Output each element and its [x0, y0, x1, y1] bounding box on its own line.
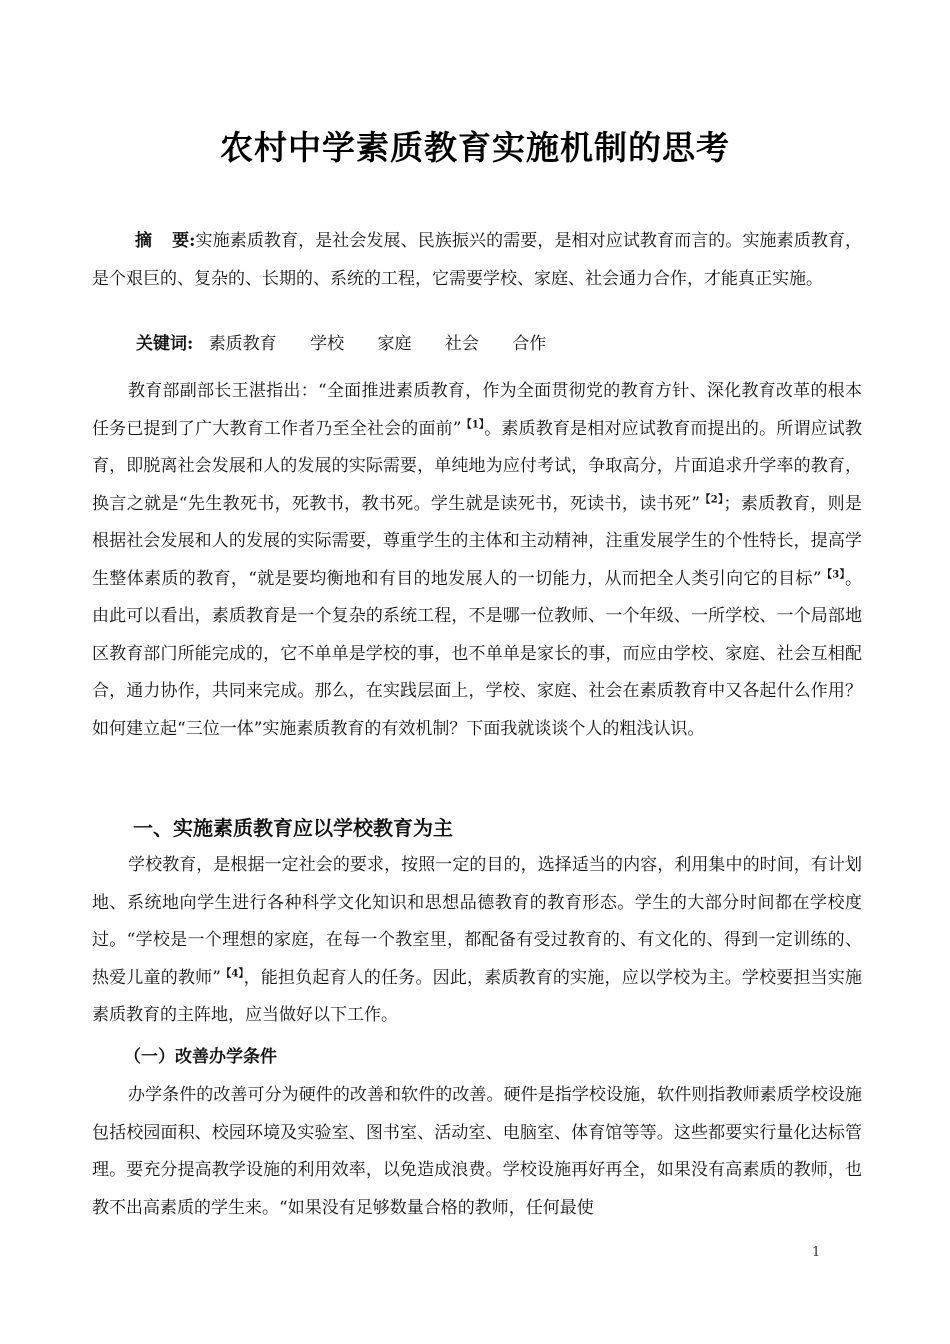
document-title: 农村中学素质教育实施机制的思考 [220, 128, 730, 167]
subsection-heading-1: （一）改善办学条件 [124, 1047, 277, 1067]
keyword-item: 学校 [310, 334, 345, 354]
abstract-label-part1: 摘 [135, 231, 173, 251]
intro-text-3: ；素质教育，则是根据社会发展和人的发展的实际需要，尊重学生的主体和主动精神，注重发展学生的个性特长，提高学生整体素质的教育，“就是要均衡地和有目的地发展人的一切能力，从而把全人类引向它的目标” [92, 493, 862, 589]
keyword-item: 社会 [444, 334, 479, 354]
keyword-item: 素质教育 [208, 334, 277, 354]
citation-ref-2: 【2】 [700, 493, 724, 505]
keywords-label: 关键词: [136, 334, 194, 354]
intro-text-1: 教育部副部长王湛指出：“全面推进素质教育，作为全面贯彻党的教育方针、深化教育改革的根本任务已提到了广大教育工作者乃至全社会的面前” [92, 381, 862, 439]
keywords-line [136, 327, 856, 361]
section-heading-1: 一、实施素质教育应以学校教育为主 [133, 816, 453, 840]
subsection1-paragraph: 办学条件的改善可分为硬件的改善和软件的改善。硬件是指学校设施，软件则指教师素质学校设施包括校园面积、校园环境及实验室、图书室、活动室、电脑室、体育馆等等。这些都要实行量化达标管理。要充分提高教学设施的利用效率，以免造成浪费。学校设施再好再全，如果没有高素质的教师，也教不出高素质的学生来。“如果没有足够数量合格的教师，任何最使 [92, 1085, 862, 1218]
citation-ref-4: 【4】 [220, 967, 244, 979]
section1-text-2: ，能担负起育人的任务。因此，素质教育的实施，应以学校为主。学校要担当实施素质教育的主阵地，应当做好以下工作。 [92, 967, 862, 1025]
intro-text-4: 。由此可以看出，素质教育是一个复杂的系统工程，不是哪一位教师、一个年级、一所学校、一个局部地区教育部门所能完成的，它不单单是学校的事，也不单单是家长的事，而应由学校、家庭、社会互相配合，通力协作，共同来完成。那么，在实践层面上，学校、家庭、社会在素质教育中又各起什么作用？如何建立起“三位一体”实施素质教育的有效机制？下面我就谈谈个人的粗浅认识。 [92, 568, 862, 739]
intro-paragraph [92, 373, 862, 748]
page-number: 1 [812, 1245, 821, 1260]
section1-text-1: 学校教育，是根据一定社会的要求，按照一定的目的，选择适当的内容，利用集中的时间，有计划地、系统地向学生进行各种科学文化知识和思想品德教育的教育形态。学生的大部分时间都在学校度过。“学校是一个理想的家庭，在每一个教室里，都配备有受过教育的、有文化的、得到一定训练的、热爱儿童的教师” [92, 855, 862, 988]
abstract-label-part2: 要: [172, 231, 196, 251]
citation-ref-1: 【1】 [461, 418, 485, 430]
intro-text-2: 。素质教育是相对应试教育而提出的。所谓应试教育，即脱离社会发展和人的发展的实际需要，单纯地为应付考试，争取高分，片面追求升学率的教育，换言之就是“先生教死书，死教书，教书死。学生就是读死书，死读书，读书死” [92, 418, 862, 514]
keyword-item: 合作 [512, 334, 547, 354]
keyword-item: 家庭 [377, 334, 412, 354]
abstract-text: 实施素质教育，是社会发展、民族振兴的需要，是相对应试教育而言的。实施素质教育，是个艰巨的、复杂的、长期的、系统的工程，它需要学校、家庭、社会通力合作，才能真正实施。 [92, 231, 863, 289]
abstract-paragraph [92, 222, 862, 298]
section1-paragraph [92, 847, 862, 1035]
citation-ref-3: 【3】 [821, 568, 845, 580]
